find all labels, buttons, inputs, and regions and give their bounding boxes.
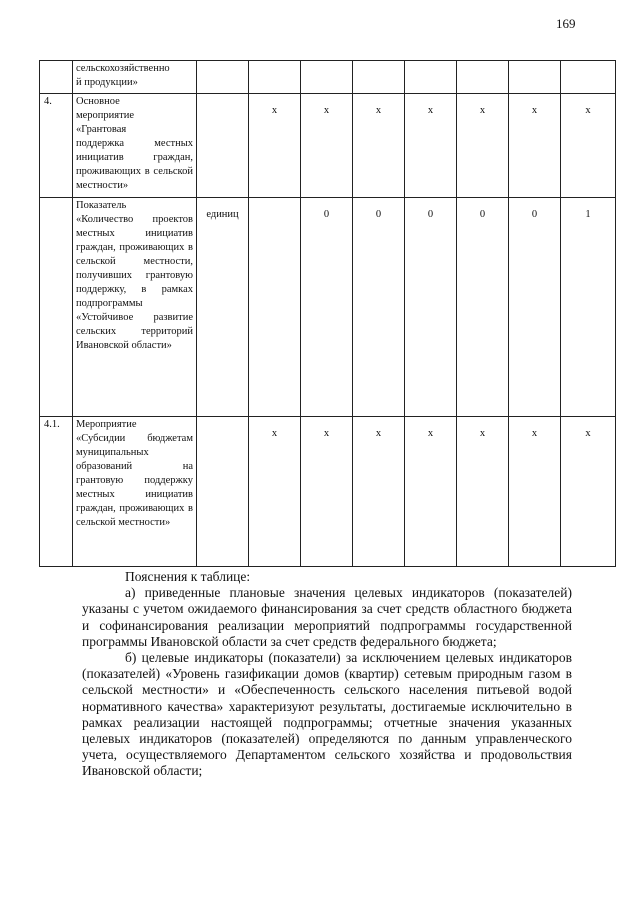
table-row	[40, 417, 616, 567]
row-name: Показатель «Количество проектов местных инициатив граждан, проживающих в сельской местности, получивших грантовую поддержку, в рамках подпрограммы «Устойчивое развитие сельских территорий Ивановской области»	[73, 198, 197, 417]
row-value	[405, 61, 457, 94]
row-unit	[197, 61, 249, 94]
table-notes	[82, 569, 572, 780]
row-value: х	[249, 417, 301, 567]
row-unit: единиц	[197, 198, 249, 417]
row-value: х	[249, 94, 301, 198]
note-paragraph-b: б) целевые индикаторы (показатели) за исключением целевых индикаторов (показателей) «Уровень газификации домов (квартир) сетевым природным газом в сельской местности» и «Обеспеченность сельского населения питьевой водой нормативного качества» характеризуют результаты, достигаемые исключительно в рамках реализации настоящей подпрограммы; отчетные значения указанных целевых индикаторов (показателей) определяются по данным управленческого учета, осуществляемого Департаментом сельского хозяйства и продовольствия Ивановской области;	[82, 650, 572, 779]
row-number	[40, 198, 73, 417]
row-value	[249, 198, 301, 417]
row-value: х	[509, 94, 561, 198]
row-value: 1	[561, 198, 616, 417]
row-value: х	[561, 417, 616, 567]
table-row	[40, 94, 616, 198]
note-paragraph-a: а) приведенные плановые значения целевых индикаторов (показателей) указаны с учетом ожидаемого финансирования за счет средств областного бюджета и софинансирования реализации мероприятий подпрограммы государственной программы Ивановской области за счет средств федерального бюджета;	[82, 585, 572, 649]
row-value: 0	[301, 198, 353, 417]
row-value: х	[353, 417, 405, 567]
row-value: х	[301, 417, 353, 567]
row-value: х	[405, 417, 457, 567]
table-row	[40, 198, 616, 417]
row-value: х	[301, 94, 353, 198]
row-value	[249, 61, 301, 94]
row-value: 0	[509, 198, 561, 417]
row-number	[40, 61, 73, 94]
table-row	[40, 61, 616, 94]
row-number: 4.1.	[40, 417, 73, 567]
row-value: х	[457, 94, 509, 198]
page-number: 169	[556, 16, 576, 31]
row-value: 0	[405, 198, 457, 417]
row-value	[561, 61, 616, 94]
row-value: х	[405, 94, 457, 198]
row-value: 0	[457, 198, 509, 417]
row-name: Мероприятие «Субсидии бюджетам муниципальных образований на грантовую поддержку местных инициатив граждан, проживающих в сельской местности»	[73, 417, 197, 567]
row-value	[509, 61, 561, 94]
row-value: 0	[353, 198, 405, 417]
indicators-table	[39, 60, 616, 567]
row-value: х	[457, 417, 509, 567]
row-number: 4.	[40, 94, 73, 198]
row-unit	[197, 94, 249, 198]
row-value: х	[353, 94, 405, 198]
row-unit	[197, 417, 249, 567]
notes-title: Пояснения к таблице:	[125, 569, 251, 584]
row-value	[353, 61, 405, 94]
row-value: х	[509, 417, 561, 567]
row-value: х	[561, 94, 616, 198]
row-value	[457, 61, 509, 94]
row-name: Основное мероприятие «Грантовая поддержка местных инициатив граждан, проживающих в сельской местности»	[73, 94, 197, 198]
row-value	[301, 61, 353, 94]
row-name: сельскохозяйственно й продукции»	[73, 61, 197, 94]
